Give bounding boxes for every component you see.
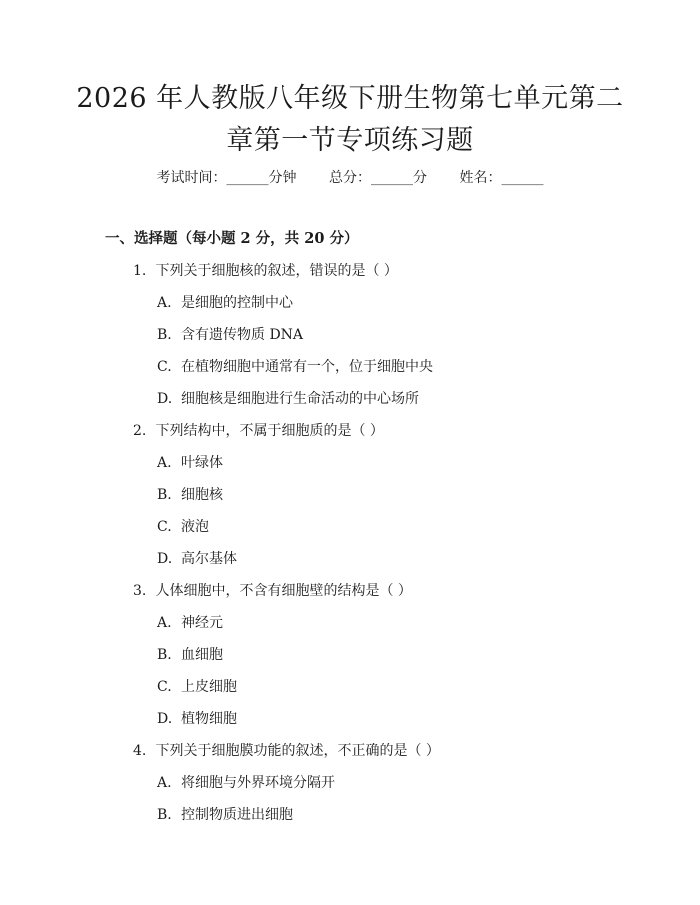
page-title [60,78,640,162]
question-4 [133,741,440,761]
question-1-option-d [157,389,419,409]
question-number: 3. [133,583,147,599]
question-4-option-b [157,805,293,825]
option-letter: C. [157,359,172,375]
question-4-option-a [157,773,335,793]
exam-total-score: 总分：______分 [329,170,427,186]
exam-info [0,168,700,188]
question-2-option-b [157,485,223,505]
question-number: 1. [133,263,147,279]
option-text: 血细胞 [181,647,223,663]
question-2-option-d [157,549,237,569]
title-line-1: 2026 年人教版八年级下册生物第七单元第二 [76,83,624,114]
question-1-option-a [157,293,293,313]
question-3 [133,581,412,601]
question-number: 2. [133,423,147,439]
section-heading: 一、选择题（每小题 2 分，共 20 分） [105,230,359,247]
question-2-option-c [157,517,209,537]
option-text: 叶绿体 [181,455,223,471]
option-text: 细胞核是细胞进行生命活动的中心场所 [181,391,419,407]
option-text: 神经元 [181,615,223,631]
question-text: 下列关于细胞核的叙述，错误的是（ ） [155,263,398,279]
option-text: 植物细胞 [181,711,237,727]
option-letter: C. [157,519,172,535]
option-letter: B. [157,327,172,343]
option-text: 是细胞的控制中心 [181,295,293,311]
exam-time: 考试时间：______分钟 [156,170,297,186]
option-letter: B. [157,647,172,663]
question-text: 下列结构中，不属于细胞质的是（ ） [155,423,384,439]
question-3-option-d [157,709,237,729]
option-text: 上皮细胞 [181,679,237,695]
question-number: 4. [133,743,147,759]
question-3-option-c [157,677,237,697]
question-3-option-b [157,645,223,665]
question-3-option-a [157,613,223,633]
option-letter: A. [157,775,172,791]
option-text: 液泡 [181,519,209,535]
question-text: 人体细胞中，不含有细胞壁的结构是（ ） [155,583,412,599]
title-line-2: 章第一节专项练习题 [226,125,474,156]
option-text: 高尔基体 [181,551,237,567]
option-letter: A. [157,295,172,311]
option-letter: B. [157,807,172,823]
question-2-option-a [157,453,223,473]
option-letter: D. [157,711,173,727]
option-letter: D. [157,391,173,407]
option-text: 控制物质进出细胞 [181,807,293,823]
option-text: 将细胞与外界环境分隔开 [181,775,335,791]
question-1 [133,261,398,281]
option-text: 含有遗传物质 DNA [181,327,304,343]
option-letter: B. [157,487,172,503]
option-letter: C. [157,679,172,695]
option-letter: A. [157,455,172,471]
option-text: 细胞核 [181,487,223,503]
option-letter: D. [157,551,173,567]
question-text: 下列关于细胞膜功能的叙述，不正确的是（ ） [155,743,440,759]
student-name: 姓名：______ [459,170,544,186]
option-letter: A. [157,615,172,631]
option-text: 在植物细胞中通常有一个，位于细胞中央 [181,359,433,375]
question-2 [133,421,384,441]
question-1-option-c [157,357,433,377]
question-1-option-b [157,325,303,345]
